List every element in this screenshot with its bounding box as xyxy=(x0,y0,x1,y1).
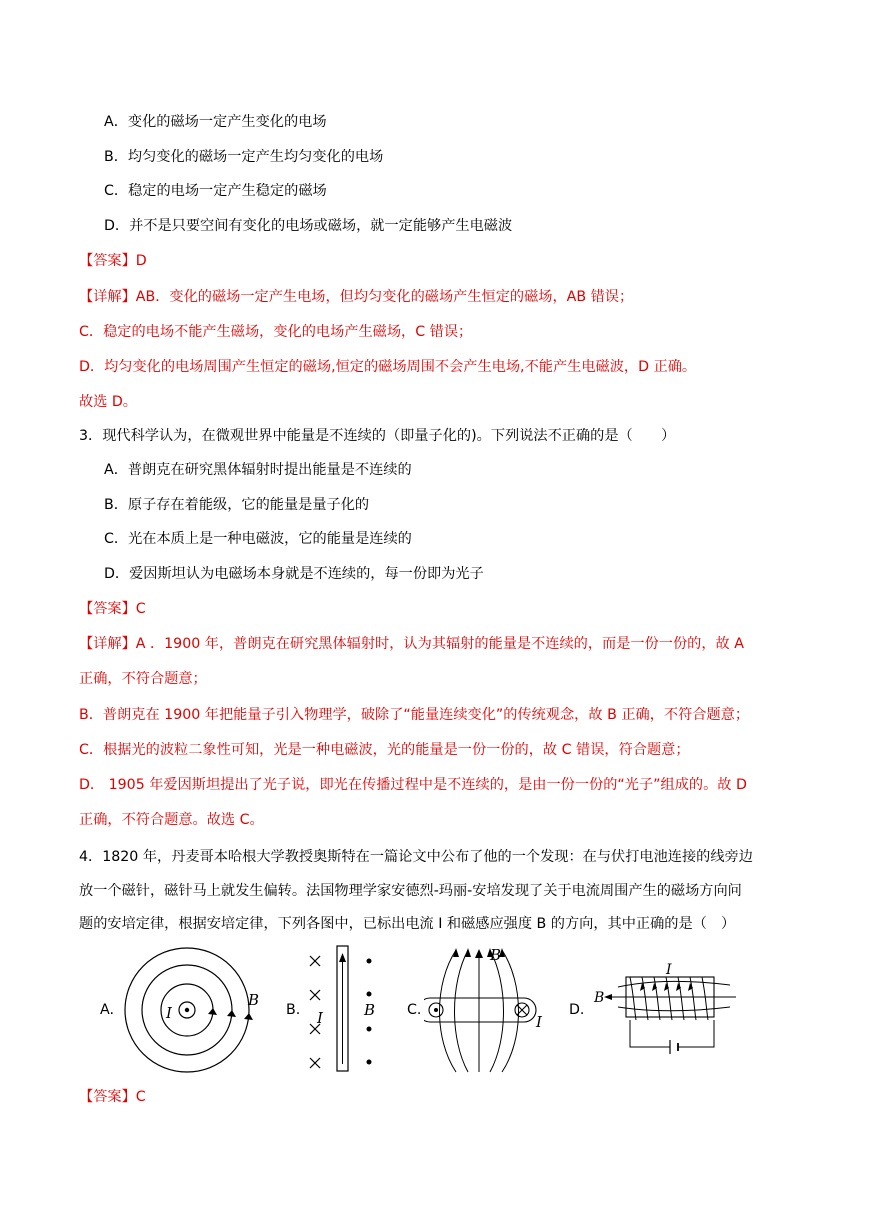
figure-d-solenoid xyxy=(590,952,750,1057)
q2-detail-line: 故选 D。 xyxy=(79,394,137,410)
figure-b-straight-wire xyxy=(302,944,392,1074)
q4-stem-line: 题的安培定律，根据安培定律，下列各图中，已标出电流 I 和磁感应强度 B 的方向，其中正确的是（ ） xyxy=(79,916,736,932)
figure-d-current-label: I xyxy=(666,962,672,978)
q3-stem: 3．现代科学认为，在微观世界中能量是不连续的（即量子化的)。下列说法不正确的是（ ） xyxy=(79,428,676,444)
q2-detail-line: C．稳定的电场不能产生磁场，变化的电场产生磁场，C 错误； xyxy=(79,324,473,340)
q4-stem-line: 放一个磁针，磁针马上就发生偏转。法国物理学家安德烈-玛丽-安培发现了关于电流周围产生的磁场方向问 xyxy=(79,883,742,899)
q4-stem-line: 4．1820 年，丹麦哥本哈根大学教授奥斯特在一篇论文中公布了他的一个发现：在与伏打电池连接的线旁边 xyxy=(79,849,753,865)
q3-detail-line: 正确，不符合题意。故选 C。 xyxy=(79,812,264,828)
q3-option-c: C．光在本质上是一种电磁波，它的能量是连续的 xyxy=(104,531,412,547)
figure-c-label: C. xyxy=(407,1002,422,1018)
q2-option-b: B．均匀变化的磁场一定产生均匀变化的电场 xyxy=(104,149,384,165)
figure-b-field-label: B xyxy=(364,1001,376,1019)
figure-d-field-label: B xyxy=(594,990,605,1006)
q2-option-c: C．稳定的电场一定产生稳定的磁场 xyxy=(104,183,327,199)
q2-option-a: A．变化的磁场一定产生变化的电场 xyxy=(104,114,327,130)
figure-a-concentric-field xyxy=(122,944,267,1079)
figure-a-label: A. xyxy=(100,1002,114,1018)
q3-detail-line: 正确，不符合题意； xyxy=(79,671,207,687)
q2-option-d: D．并不是只要空间有变化的电场或磁场，就一定能够产生电磁波 xyxy=(104,218,513,234)
figure-d-label: D. xyxy=(569,1002,585,1018)
q3-answer: 【答案】C xyxy=(79,601,146,617)
q3-option-b: B．原子存在着能级，它的能量是量子化的 xyxy=(104,497,370,513)
q3-detail-line: 【详解】A ．1900 年，普朗克在研究黑体辐射时，认为其辐射的能量是不连续的，而是一份一份的，故 A xyxy=(79,636,744,652)
q4-answer: 【答案】C xyxy=(79,1089,146,1105)
q3-detail-line: B．普朗克在 1900 年把能量子引入物理学，破除了“能量连续变化”的传统观念，故 B 正确，不符合题意； xyxy=(79,707,750,723)
q3-option-d: D．爱因斯坦认为电磁场本身就是不连续的，每一份即为光子 xyxy=(104,566,484,582)
q3-detail-line: D． 1905 年爱因斯坦提出了光子说，即光在传播过程中是不连续的，是由一份一份的“光子”组成的。故 D xyxy=(79,777,747,793)
q3-detail-line: C．根据光的波粒二象性可知，光是一种电磁波，光的能量是一份一份的，故 C 错误，符合题意； xyxy=(79,742,690,758)
figure-c-field-label: B xyxy=(490,946,502,964)
q3-option-a: A．普朗克在研究黑体辐射时提出能量是不连续的 xyxy=(104,462,412,478)
figure-a-current-label: I xyxy=(166,1004,172,1022)
figure-c-loop-field xyxy=(424,944,554,1076)
q2-answer: 【答案】D xyxy=(79,253,147,269)
q2-detail-line: D．均匀变化的电场周围产生恒定的磁场,恒定的磁场周围不会产生电场,不能产生电磁波，D 正确。 xyxy=(79,359,697,375)
figure-a-field-label: B xyxy=(248,991,260,1009)
q2-detail-line: 【详解】AB．变化的磁场一定产生电场，但均匀变化的磁场产生恒定的磁场，AB 错误； xyxy=(79,289,634,305)
figure-c-current-label: I xyxy=(536,1013,542,1031)
figure-b-label: B. xyxy=(286,1002,301,1018)
figure-b-current-label: I xyxy=(317,1009,323,1027)
